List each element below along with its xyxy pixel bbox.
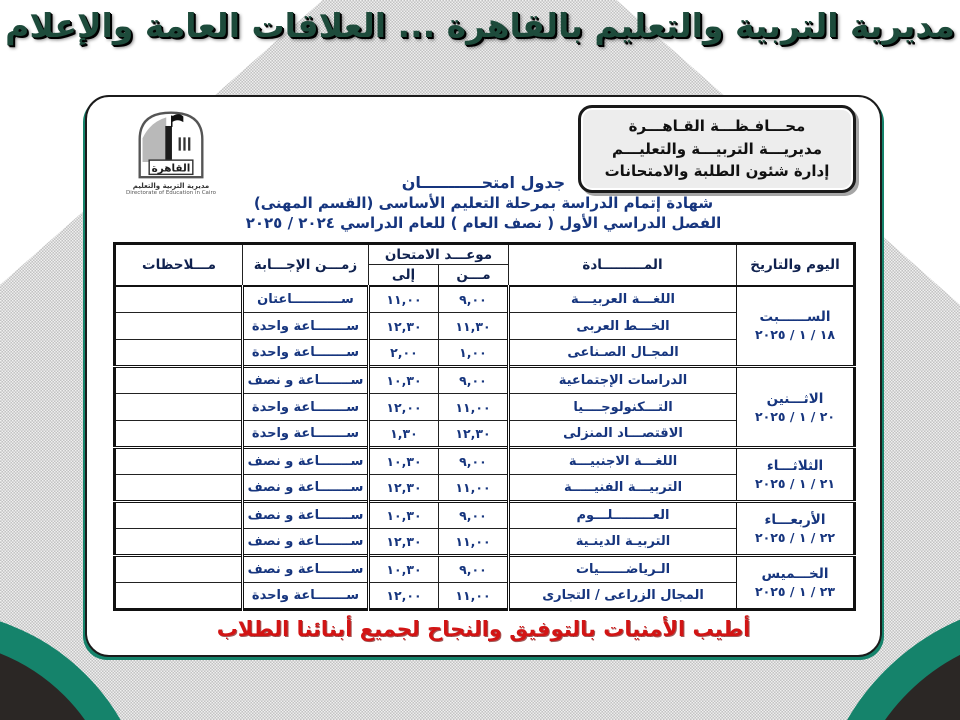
header-box-line-governorate: محـــافـظـــة القـاهـــرة bbox=[628, 117, 806, 135]
logo-org-english: Directorate of Education in Cairo bbox=[126, 190, 216, 196]
notes-cell bbox=[114, 448, 242, 475]
exam-to-cell: ٢,٠٠ bbox=[368, 340, 438, 367]
exam-from-cell: ١١,٣٠ bbox=[439, 313, 509, 340]
duration-cell: ســـــــاعة واحدة bbox=[242, 583, 368, 610]
exam-from-cell: ٩,٠٠ bbox=[439, 556, 509, 583]
notes-cell bbox=[114, 313, 242, 340]
subject-cell: الاقتصـــاد المنزلى bbox=[509, 421, 737, 448]
notes-cell bbox=[114, 583, 242, 610]
header-subject: المـــــــــادة bbox=[509, 244, 737, 286]
header-day-date: اليوم والتاريخ bbox=[737, 244, 855, 286]
duration-cell: ســـــــاعة و نصف bbox=[242, 529, 368, 556]
exam-from-cell: ٩,٠٠ bbox=[439, 448, 509, 475]
subject-cell: التربيـــة الفنيـــــة bbox=[509, 475, 737, 502]
exam-from-cell: ١١,٠٠ bbox=[439, 583, 509, 610]
header-from: مـــن bbox=[439, 265, 509, 286]
schedule-title: جدول امتحـــــــــــان bbox=[401, 173, 566, 192]
good-wishes-line: أطيب الأمنيات بالتوفيق والنجاح لجميع أبنائنا الطلاب bbox=[216, 617, 751, 641]
term-subtitle: الفصل الدراسي الأول ( نصف العام ) للعام الدراسي ٢٠٢٤ / ٢٠٢٥ bbox=[245, 214, 722, 232]
table-row bbox=[114, 286, 854, 313]
exam-schedule-card bbox=[85, 95, 882, 657]
exam-schedule-table bbox=[113, 242, 856, 611]
exam-from-cell: ١,٠٠ bbox=[439, 340, 509, 367]
table-header bbox=[114, 244, 854, 286]
logo-org-arabic: مديرية التربية والتعليم bbox=[132, 182, 210, 190]
day-date-cell: الســــــبت ١٨ / ١ / ٢٠٢٥ bbox=[737, 286, 855, 367]
subject-cell: التربيـة الدينـية bbox=[509, 529, 737, 556]
notes-cell bbox=[114, 502, 242, 529]
duration-cell: ســـــــــــاعتان bbox=[242, 286, 368, 313]
notes-cell bbox=[114, 529, 242, 556]
exam-from-cell: ١١,٠٠ bbox=[439, 475, 509, 502]
notes-cell bbox=[114, 556, 242, 583]
subject-cell: اللغـــة الاجنبيـــة bbox=[509, 448, 737, 475]
table-row bbox=[114, 556, 854, 583]
header-to: إلى bbox=[368, 265, 438, 286]
exam-to-cell: ١٠,٣٠ bbox=[368, 367, 438, 394]
subject-cell: التـــكنولوجــــيا bbox=[509, 394, 737, 421]
exam-to-cell: ١,٣٠ bbox=[368, 421, 438, 448]
logo-city-label: القاهرة bbox=[151, 162, 191, 175]
exam-to-cell: ١٢,٣٠ bbox=[368, 529, 438, 556]
subject-cell: الدراسات الإجتماعية bbox=[509, 367, 737, 394]
day-date-cell: الاثـــنين ٢٠ / ١ / ٢٠٢٥ bbox=[737, 367, 855, 448]
duration-cell: ســـــــاعة و نصف bbox=[242, 556, 368, 583]
exam-from-cell: ٩,٠٠ bbox=[439, 367, 509, 394]
table-row bbox=[114, 502, 854, 529]
notes-cell bbox=[114, 340, 242, 367]
day-date-cell: الثلاثـــاء ٢١ / ١ / ٢٠٢٥ bbox=[737, 448, 855, 502]
logo-tower-shape bbox=[165, 126, 172, 162]
day-date-cell: الخـــميس ٢٣ / ١ / ٢٠٢٥ bbox=[737, 556, 855, 610]
schedule-titles bbox=[87, 173, 880, 232]
day-date-cell: الأربعـــاء ٢٢ / ١ / ٢٠٢٥ bbox=[737, 502, 855, 556]
duration-cell: ســـــــاعة واحدة bbox=[242, 313, 368, 340]
exam-to-cell: ١٢,٣٠ bbox=[368, 313, 438, 340]
subject-cell: الخـــط العربى bbox=[509, 313, 737, 340]
notes-cell bbox=[114, 475, 242, 502]
exam-to-cell: ١٢,٠٠ bbox=[368, 583, 438, 610]
exam-to-cell: ١٢,٠٠ bbox=[368, 394, 438, 421]
subject-cell: الـرياضــــــيات bbox=[509, 556, 737, 583]
exam-to-cell: ١٢,٣٠ bbox=[368, 475, 438, 502]
schedule-body bbox=[114, 286, 854, 610]
certificate-subtitle: شهادة إتمام الدراسة بمرحلة التعليم الأساسى (القسم المهنى) bbox=[253, 194, 714, 212]
exam-from-cell: ٩,٠٠ bbox=[439, 502, 509, 529]
table-row bbox=[114, 367, 854, 394]
notes-cell bbox=[114, 286, 242, 313]
header-duration: زمـــن الإجـــابة bbox=[242, 244, 368, 286]
exam-to-cell: ١٠,٣٠ bbox=[368, 502, 438, 529]
exam-to-cell: ١١,٠٠ bbox=[368, 286, 438, 313]
duration-cell: ســـــــاعة واحدة bbox=[242, 421, 368, 448]
exam-from-cell: ٩,٠٠ bbox=[439, 286, 509, 313]
subject-cell: المجـال الصـناعى bbox=[509, 340, 737, 367]
subject-cell: المجال الزراعى / التجارى bbox=[509, 583, 737, 610]
page-title: مديرية التربية والتعليم بالقاهرة ... العلاقات العامة والإعلام bbox=[5, 6, 955, 45]
exam-to-cell: ١٠,٣٠ bbox=[368, 556, 438, 583]
notes-cell bbox=[114, 367, 242, 394]
subject-cell: العـــــــــلـــوم bbox=[509, 502, 737, 529]
header-box-line-directorate: مديريـــة التربيـــة والتعليـــم bbox=[611, 139, 822, 158]
logo-arch-icon bbox=[128, 107, 214, 181]
duration-cell: ســـــــاعة واحدة bbox=[242, 340, 368, 367]
exam-from-cell: ١١,٠٠ bbox=[439, 529, 509, 556]
header-notes: مـــلاحظات bbox=[114, 244, 242, 286]
subject-cell: اللغـــة العربيـــة bbox=[509, 286, 737, 313]
duration-cell: ســـــــاعة و نصف bbox=[242, 475, 368, 502]
notes-cell bbox=[114, 421, 242, 448]
header-box-line-administration: إدارة شئون الطلبة والامتحانات bbox=[604, 162, 830, 180]
exam-to-cell: ١٠,٣٠ bbox=[368, 448, 438, 475]
notes-cell bbox=[114, 394, 242, 421]
duration-cell: ســـــــاعة و نصف bbox=[242, 502, 368, 529]
header-exam-time: موعـــد الامتحان bbox=[368, 244, 508, 265]
exam-from-cell: ١١,٠٠ bbox=[439, 394, 509, 421]
duration-cell: ســـــــاعة و نصف bbox=[242, 367, 368, 394]
exam-from-cell: ١٢,٣٠ bbox=[439, 421, 509, 448]
table-row bbox=[114, 448, 854, 475]
duration-cell: ســـــــاعة واحدة bbox=[242, 394, 368, 421]
duration-cell: ســـــــاعة و نصف bbox=[242, 448, 368, 475]
